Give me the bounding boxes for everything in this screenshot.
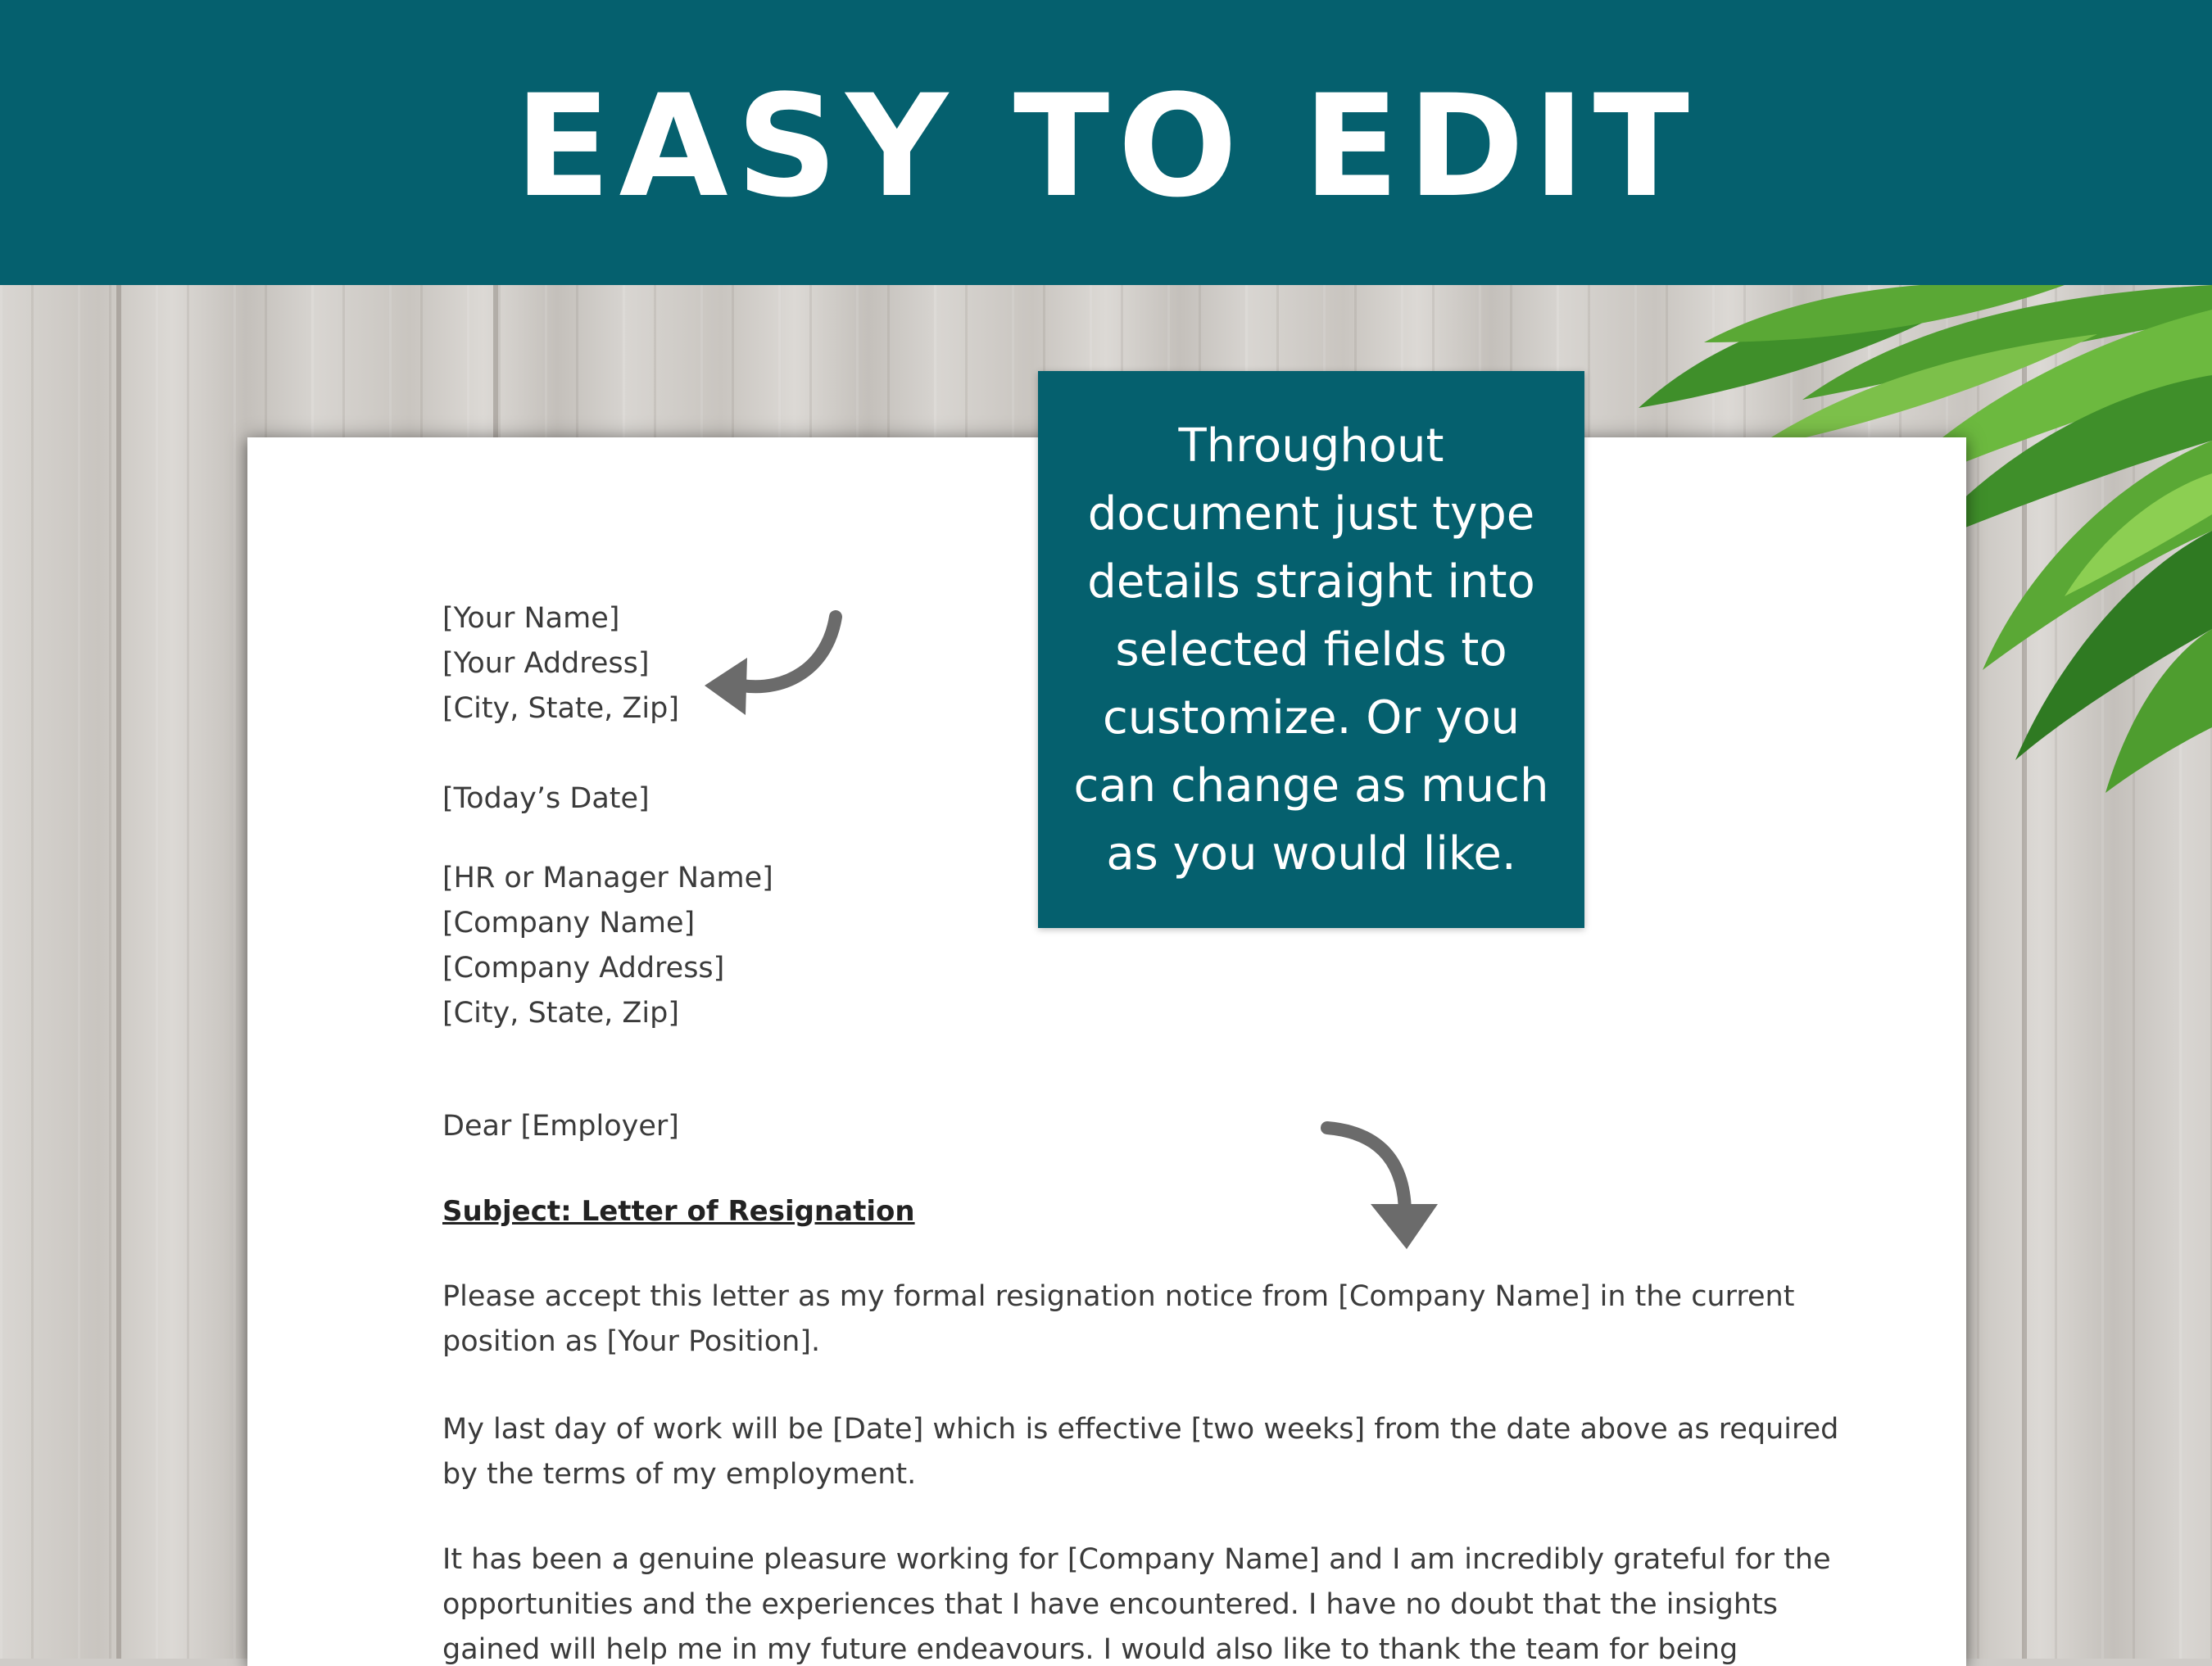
wood-seam — [116, 285, 121, 1659]
paragraph-2-line-2[interactable]: by the terms of my employment. — [442, 1458, 917, 1491]
curved-arrow-down-icon — [1315, 1118, 1446, 1257]
paragraph-2-line-1[interactable]: My last day of work will be [Date] which is effective [two weeks] from the date above as required — [442, 1413, 1839, 1446]
sender-name[interactable]: [Your Name] — [442, 602, 620, 635]
recipient-address[interactable]: [Company Address] — [442, 952, 725, 985]
recipient-company[interactable]: [Company Name] — [442, 907, 696, 939]
subject-line[interactable]: Subject: Letter of Resignation — [442, 1195, 915, 1228]
salutation[interactable]: Dear [Employer] — [442, 1110, 679, 1143]
callout-text: Throughout document just type details straight into selected fields to customize. Or you can change as much as you would like. — [1073, 419, 1549, 881]
paragraph-1-line-2[interactable]: position as [Your Position]. — [442, 1325, 821, 1358]
paragraph-3-line-3[interactable]: gained will help me in my future endeavours. I would also like to thank the team for being — [442, 1633, 1738, 1666]
callout-box — [1038, 371, 1584, 928]
paragraph-1-line-1[interactable]: Please accept this letter as my formal resignation notice from [Company Name] in the current — [442, 1280, 1795, 1313]
sender-address[interactable]: [Your Address] — [442, 647, 650, 680]
sender-city-state-zip[interactable]: [City, State, Zip] — [442, 692, 679, 725]
recipient-city-state-zip[interactable]: [City, State, Zip] — [442, 997, 679, 1030]
recipient-name[interactable]: [HR or Manager Name] — [442, 862, 773, 894]
banner-title: EASY TO EDIT — [514, 63, 1698, 229]
curved-arrow-left-icon — [696, 610, 848, 725]
paragraph-3-line-2[interactable]: opportunities and the experiences that I have encountered. I have no doubt that the insights — [442, 1588, 1778, 1621]
paragraph-3-line-1[interactable]: It has been a genuine pleasure working for [Company Name] and I am incredibly grateful for the — [442, 1543, 1831, 1576]
letter-date[interactable]: [Today’s Date] — [442, 782, 650, 815]
header-banner — [0, 0, 2212, 285]
